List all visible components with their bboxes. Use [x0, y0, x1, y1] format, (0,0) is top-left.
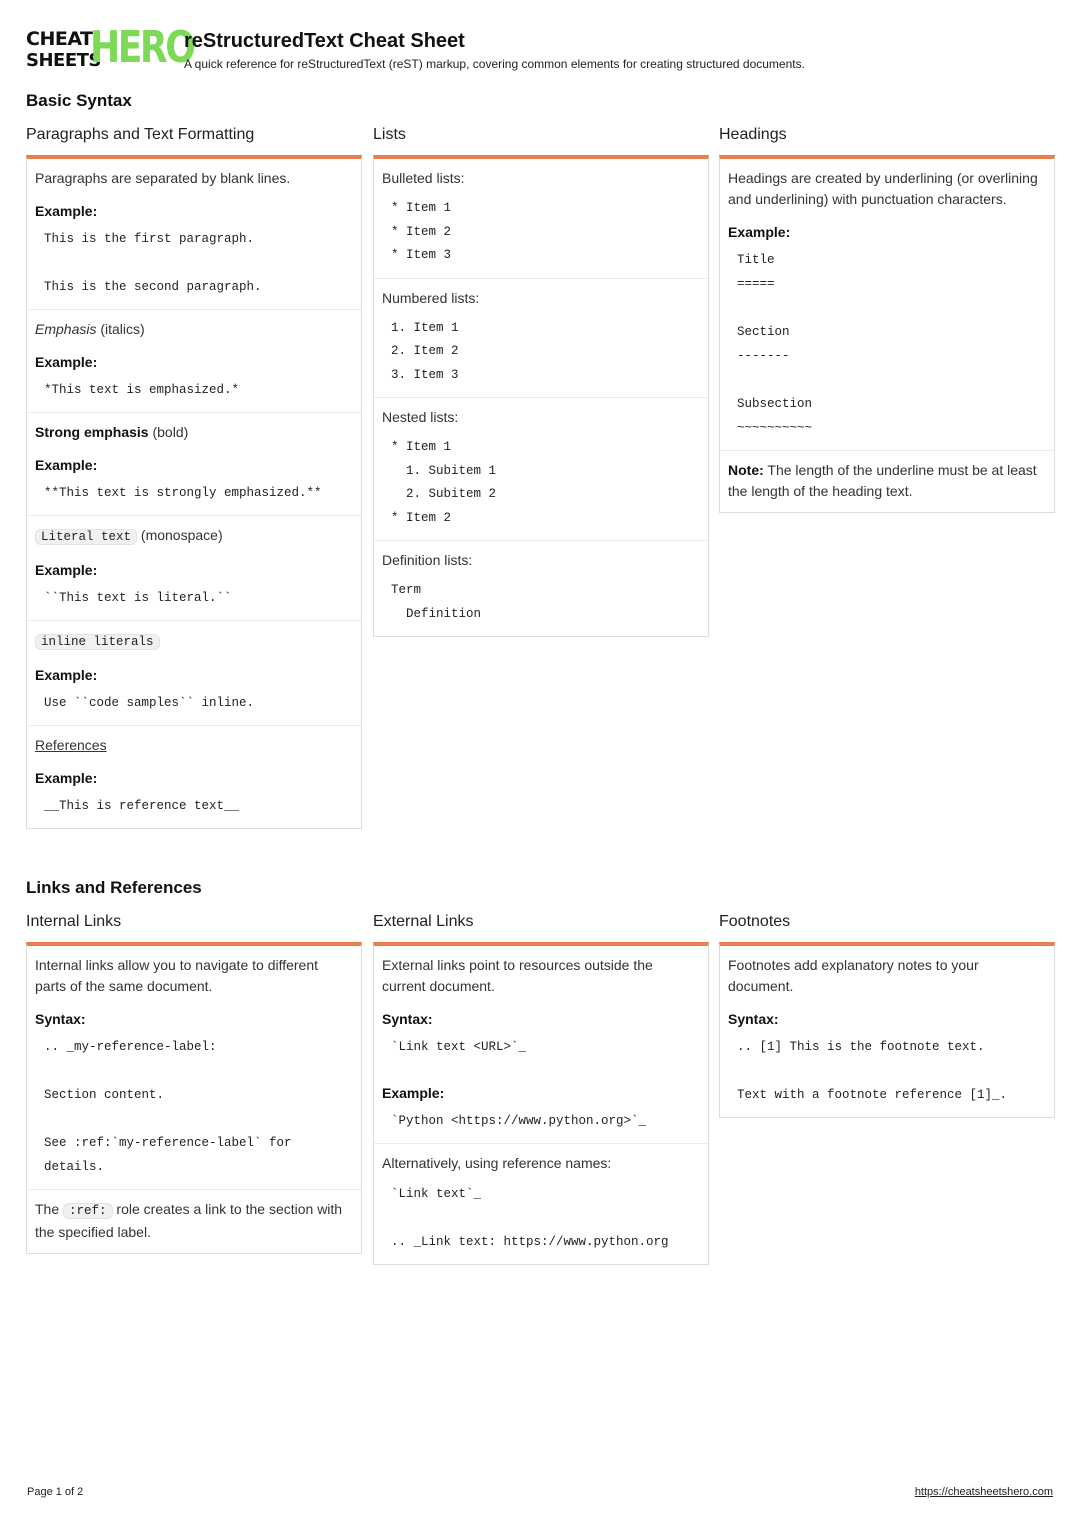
code-example: **This text is strongly emphasized.** [44, 486, 322, 500]
syntax-label: Syntax: [35, 1011, 86, 1027]
code-example: `Link text`_ .. _Link text: https://www.python.org [391, 1187, 669, 1249]
code-example: This is the first paragraph. This is the second paragraph. [44, 232, 262, 294]
code-example: `Link text <URL>`_ [391, 1040, 527, 1054]
card-block [374, 159, 708, 279]
card-block [720, 946, 1054, 1117]
code-example: * Item 1 1. Subitem 1 2. Subitem 2 * Item 2 [391, 440, 497, 525]
block-text-post: role creates a link to the section with the specified label. [35, 1201, 343, 1240]
code-example: Term Definition [391, 583, 482, 621]
card-title-paragraphs: Paragraphs and Text Formatting [26, 126, 255, 143]
card-internal-links [26, 942, 362, 1254]
block-text [35, 1199, 353, 1243]
block-text: Nested lists: [382, 409, 459, 425]
card-block [720, 451, 1054, 512]
example-label: Example: [728, 224, 791, 240]
section-title-basic-syntax: Basic Syntax [26, 91, 132, 110]
references-link[interactable]: References [35, 737, 107, 753]
emphasis-term: Emphasis [35, 321, 97, 337]
page-subtitle: A quick reference for reStructuredText (reST) markup, covering common elements for creating structured documents. [184, 57, 805, 71]
code-example: __This is reference text__ [44, 799, 240, 813]
block-text: Alternatively, using reference names: [382, 1155, 612, 1171]
example-label: Example: [35, 457, 98, 473]
card-title-lists: Lists [373, 126, 406, 143]
card-lists [373, 155, 709, 637]
example-label: Example: [382, 1085, 445, 1101]
page-title: reStructuredText Cheat Sheet [184, 30, 465, 52]
card-block [27, 621, 361, 726]
block-text [35, 422, 353, 443]
card-headings [719, 155, 1055, 513]
block-text-rest: (monospace) [137, 527, 223, 543]
card-block [27, 726, 361, 828]
syntax-label: Syntax: [382, 1011, 433, 1027]
card-title-footnotes: Footnotes [719, 913, 791, 930]
block-text: Internal links allow you to navigate to different parts of the same document. [35, 957, 319, 994]
block-text-pre: The [35, 1201, 64, 1217]
block-text: Definition lists: [382, 552, 473, 568]
card-external-links [373, 942, 709, 1265]
block-text [35, 735, 353, 756]
code-example: .. [1] This is the footnote text. Text with a footnote reference [1]_. [737, 1040, 1008, 1102]
code-example: *This text is emphasized.* [44, 383, 240, 397]
title-block [184, 28, 805, 72]
example-label: Example: [35, 562, 98, 578]
card-block [374, 946, 708, 1144]
block-text: Paragraphs are separated by blank lines. [35, 170, 291, 186]
code-example: ``This text is literal.`` [44, 591, 232, 605]
strong-term: Strong emphasis [35, 424, 149, 440]
card-title-headings: Headings [719, 126, 787, 143]
code-example: .. _my-reference-label: Section content. See :ref:`my-reference-label` for details. [44, 1040, 292, 1174]
code-example: Use ``code samples`` inline. [44, 696, 255, 710]
card-block [27, 946, 361, 1190]
block-text [728, 460, 1046, 502]
card-block [27, 159, 361, 310]
block-text: Bulleted lists: [382, 170, 465, 186]
example-label: Example: [35, 203, 98, 219]
inline-code: :ref: [63, 1203, 113, 1219]
block-text: Headings are created by underlining (or overlining and underlining) with punctuation characters. [728, 170, 1038, 207]
code-example: 1. Item 1 2. Item 2 3. Item 3 [391, 320, 459, 382]
block-text [35, 630, 353, 653]
example-label: Example: [35, 667, 98, 683]
logo-text-sheets: SHEETS [26, 50, 101, 71]
card-paragraphs [26, 155, 362, 829]
inline-code: inline literals [35, 634, 160, 650]
block-text [35, 525, 353, 548]
example-label: Example: [35, 770, 98, 786]
card-title-external-links: External Links [373, 913, 474, 930]
footer-url-link[interactable]: https://cheatsheetshero.com [914, 1486, 1053, 1498]
syntax-label: Syntax: [728, 1011, 779, 1027]
example-label: Example: [35, 354, 98, 370]
card-title-internal-links: Internal Links [26, 913, 122, 930]
card-block [27, 516, 361, 621]
block-text-rest: (bold) [148, 424, 189, 440]
note-text: The length of the underline must be at least the length of the heading text. [728, 462, 1037, 499]
block-text: Numbered lists: [382, 289, 480, 306]
card-block [27, 413, 361, 516]
card-block [374, 398, 708, 541]
card-block [374, 1144, 708, 1264]
card-block [374, 279, 708, 399]
logo-text-hero: HERO [90, 22, 194, 73]
block-text [35, 319, 353, 340]
note-label: Note: [728, 462, 764, 478]
code-example: Title ===== Section ------- Subsection ~~~~~~~~~~ [737, 253, 813, 435]
block-text: Footnotes add explanatory notes to your document. [728, 957, 979, 994]
card-block [27, 1190, 361, 1253]
code-example: * Item 1 * Item 2 * Item 3 [391, 201, 452, 262]
logo-text-cheat: CHEAT [26, 28, 93, 50]
page-number: Page 1 of 2 [27, 1486, 84, 1498]
block-text-rest: (italics) [96, 321, 145, 337]
code-example: `Python <https://www.python.org>`_ [391, 1114, 647, 1128]
section-title-links: Links and References [26, 878, 202, 897]
card-block [720, 159, 1054, 451]
card-footnotes [719, 942, 1055, 1118]
card-block [27, 310, 361, 413]
cheatsheetshero-logo[interactable] [26, 22, 194, 73]
card-block [374, 541, 708, 636]
block-text: External links point to resources outside the current document. [382, 957, 653, 994]
inline-code: Literal text [35, 529, 137, 545]
page-header [26, 22, 1066, 76]
